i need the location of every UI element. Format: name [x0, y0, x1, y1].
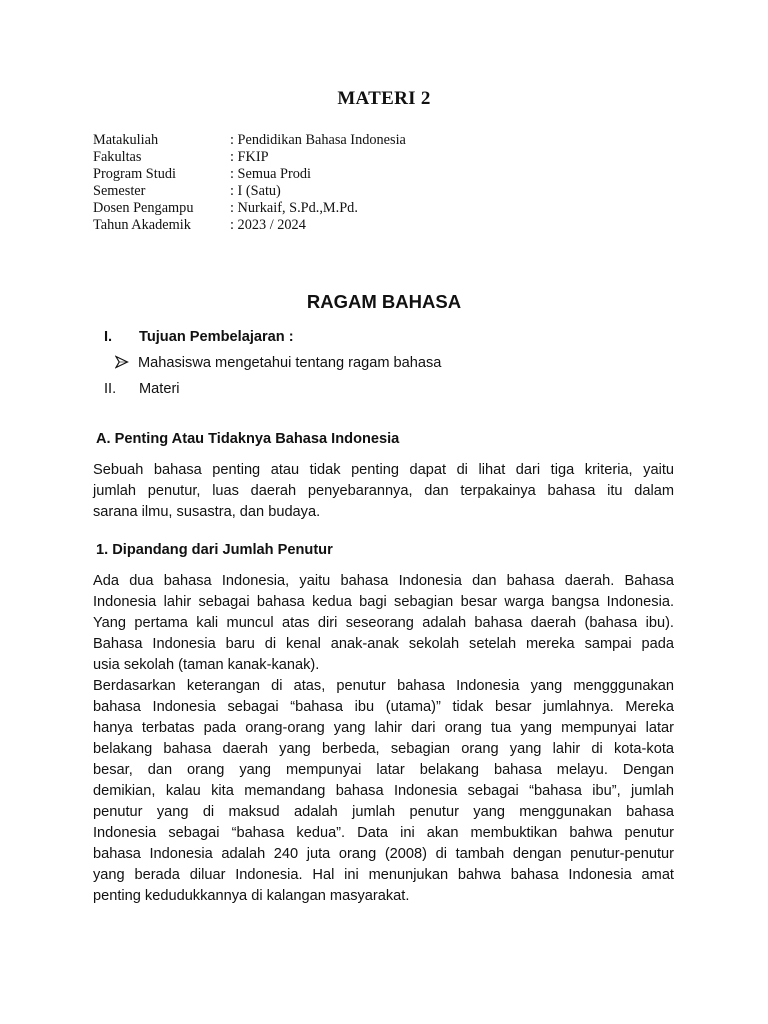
- paragraph-line: bahasa Indonesia adalah 240 juta orang (2008) di tambah dengan penutur-penutur: [93, 846, 674, 862]
- paragraph-line: usia sekolah (taman kanak-kanak).: [93, 657, 320, 673]
- course-info-row: [93, 166, 406, 183]
- course-info-value: : Pendidikan Bahasa Indonesia: [230, 132, 406, 148]
- course-info-value: : Nurkaif, S.Pd.,M.Pd.: [230, 200, 358, 216]
- course-info-label: Dosen Pengampu: [93, 200, 194, 216]
- course-info-value: : I (Satu): [230, 183, 281, 199]
- arrow-bullet-icon: [115, 355, 129, 371]
- subsection-heading: 1. Dipandang dari Jumlah Penutur: [96, 542, 333, 558]
- outline-text: Mahasiswa mengetahui tentang ragam bahasa: [138, 355, 442, 371]
- paragraph: [93, 571, 674, 907]
- course-info-label: Program Studi: [93, 166, 177, 182]
- outline-text: Materi: [139, 381, 180, 397]
- course-info-row: [93, 183, 406, 200]
- paragraph-line: penting kedudukkannya di kalangan masyarakat.: [93, 888, 410, 904]
- course-info-label: Fakultas: [93, 149, 142, 165]
- outline-number: I.: [104, 329, 113, 345]
- course-info-row: [93, 217, 406, 234]
- section-heading: RAGAM BAHASA: [306, 291, 462, 312]
- paragraph-line: Berdasarkan keterangan di atas, penutur bahasa Indonesia yang mengggunakan: [93, 678, 674, 694]
- course-info-row: [93, 149, 406, 166]
- course-info-row: [93, 200, 406, 217]
- outline-number: II.: [104, 381, 117, 397]
- paragraph-line: Indonesia lahir sebagai bahasa kedua bagi sebagian besar warga bangsa Indonesia.: [93, 594, 674, 610]
- paragraph-line: belakang bahasa daerah yang berbeda, sebagian orang yang lahir di kota-kota: [93, 741, 674, 757]
- course-info-table: [93, 132, 406, 234]
- paragraph: [93, 460, 674, 523]
- course-info-value: : 2023 / 2024: [230, 217, 306, 233]
- document-title: MATERI 2: [337, 88, 431, 109]
- course-info-row: [93, 132, 406, 149]
- paragraph-line: besar, dan orang yang mempunyai latar belakang bahasa melayu. Dengan: [93, 762, 674, 778]
- paragraph-line: yang berada diluar Indonesia. Hal ini menunjukan bahwa bahasa Indonesia amat: [93, 867, 674, 883]
- course-info-value: : FKIP: [230, 149, 269, 165]
- paragraph-line: demikian, kalau kita memandang bahasa Indonesia sebagai “bahasa ibu”, jumlah: [93, 783, 674, 799]
- paragraph-line: jumlah penutur, luas daerah penyebarannya, dan terpakainya bahasa itu dalam: [93, 483, 674, 499]
- paragraph-line: penutur yang di maksud adalah jumlah penutur yang menggunakan bahasa: [93, 804, 674, 820]
- paragraph-line: Bahasa Indonesia baru di kenal anak-anak sekolah setelah mereka sampai pada: [93, 636, 674, 652]
- course-info-label: Semester: [93, 183, 146, 199]
- paragraph-line: Sebuah bahasa penting atau tidak penting dapat di lihat dari tiga kriteria, yaitu: [93, 462, 674, 478]
- paragraph-line: Indonesia sebagai “bahasa kedua”. Data ini akan membuktikan bahwa penutur: [93, 825, 674, 841]
- paragraph-line: hanya terbatas pada orang-orang yang lahir dari orang tua yang mempunyai latar: [93, 720, 674, 736]
- course-info-value: : Semua Prodi: [230, 166, 312, 182]
- paragraph-line: Yang pertama kali muncul atas diri seseorang adalah bahasa daerah (bahasa ibu).: [93, 615, 674, 631]
- outline-text: Tujuan Pembelajaran :: [139, 329, 294, 345]
- paragraph-line: bahasa Indonesia sebagai “bahasa ibu (utama)” tidak besar jumlahnya. Mereka: [93, 699, 674, 715]
- paragraph-line: sarana ilmu, susastra, dan budaya.: [93, 504, 321, 520]
- paragraph-line: Ada dua bahasa Indonesia, yaitu bahasa Indonesia dan bahasa daerah. Bahasa: [93, 573, 674, 589]
- course-info-label: Matakuliah: [93, 132, 159, 148]
- subsection-heading: A. Penting Atau Tidaknya Bahasa Indonesia: [96, 431, 400, 447]
- course-info-label: Tahun Akademik: [93, 217, 191, 233]
